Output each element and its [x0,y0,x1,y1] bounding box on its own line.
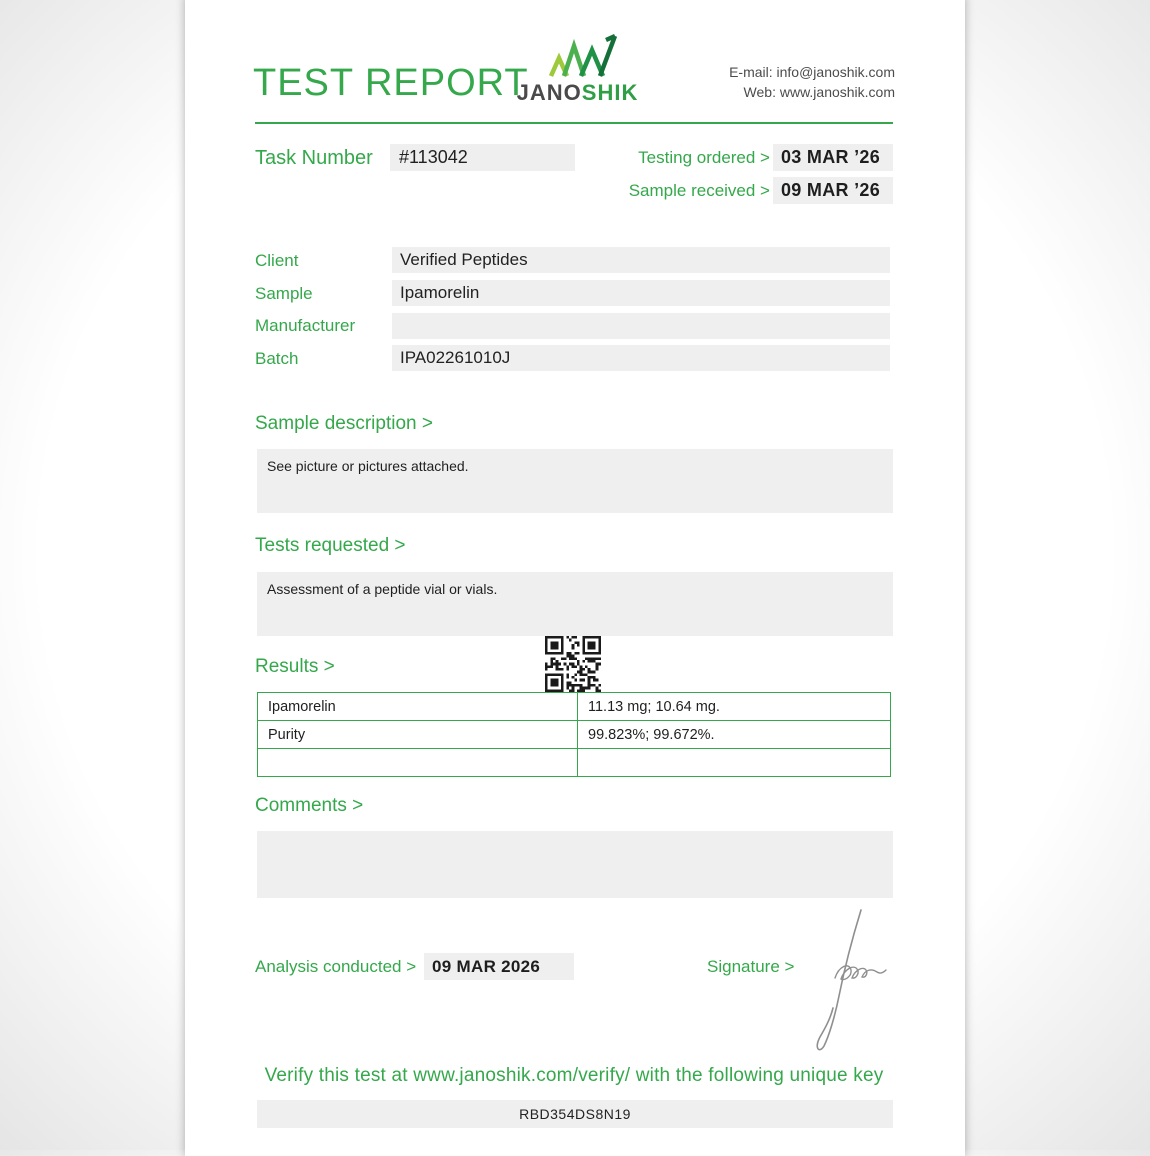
signature-label: Signature > [707,957,795,976]
manufacturer-value [392,313,890,339]
result-name-cell [258,749,578,777]
sample-received-value: 09 MAR ’26 [773,177,893,204]
result-name-cell: Purity [258,721,578,749]
sample-description-heading: Sample description > [255,413,433,434]
tests-requested-box: Assessment of a peptide vial or vials. [257,572,893,636]
contact-block [645,62,895,102]
logo-wordmark [515,80,640,106]
tests-requested-heading: Tests requested > [255,535,406,556]
sample-value: Ipamorelin [392,280,890,306]
unique-key-value: RBD354DS8N19 [257,1100,893,1128]
task-number-label: Task Number [255,147,373,169]
table-row [258,721,891,749]
verify-text: Verify this test at www.janoshik.com/verify/ with the following unique key [264,1065,884,1086]
client-value: Verified Peptides [392,247,890,273]
client-label: Client [255,251,299,270]
sample-description-box: See picture or pictures attached. [257,449,893,513]
result-value-cell: 99.823%; 99.672%. [578,721,891,749]
header-divider [255,122,893,124]
page-title: TEST REPORT [253,62,529,104]
report-page [185,0,965,1156]
result-value-cell [578,749,891,777]
task-number-value: #113042 [390,144,575,171]
result-value-cell: 11.13 mg; 10.64 mg. [578,693,891,721]
contact-web: Web: www.janoshik.com [743,84,895,100]
sample-label: Sample [255,284,313,303]
analysis-conducted-value: 09 MAR 2026 [424,953,574,980]
sample-received-label: Sample received > [628,181,770,200]
comments-box [257,831,893,898]
batch-value: IPA02261010J [392,345,890,371]
testing-ordered-label: Testing ordered > [638,148,770,167]
comments-heading: Comments > [255,795,364,816]
table-row [258,749,891,777]
qr-code [545,636,601,692]
signature [797,904,907,1056]
analysis-conducted-label: Analysis conducted > [255,957,417,976]
result-name-cell: Ipamorelin [258,693,578,721]
batch-label: Batch [255,349,299,368]
logo-chart-icon [537,30,627,80]
results-table [257,692,891,777]
logo-shik-text: SHIK [581,80,639,105]
manufacturer-label: Manufacturer [255,316,356,335]
testing-ordered-value: 03 MAR ’26 [773,144,893,171]
logo-jano-text: JANO [516,80,582,105]
contact-email: E-mail: info@janoshik.com [729,64,895,80]
table-row [258,693,891,721]
results-heading: Results > [255,656,335,677]
